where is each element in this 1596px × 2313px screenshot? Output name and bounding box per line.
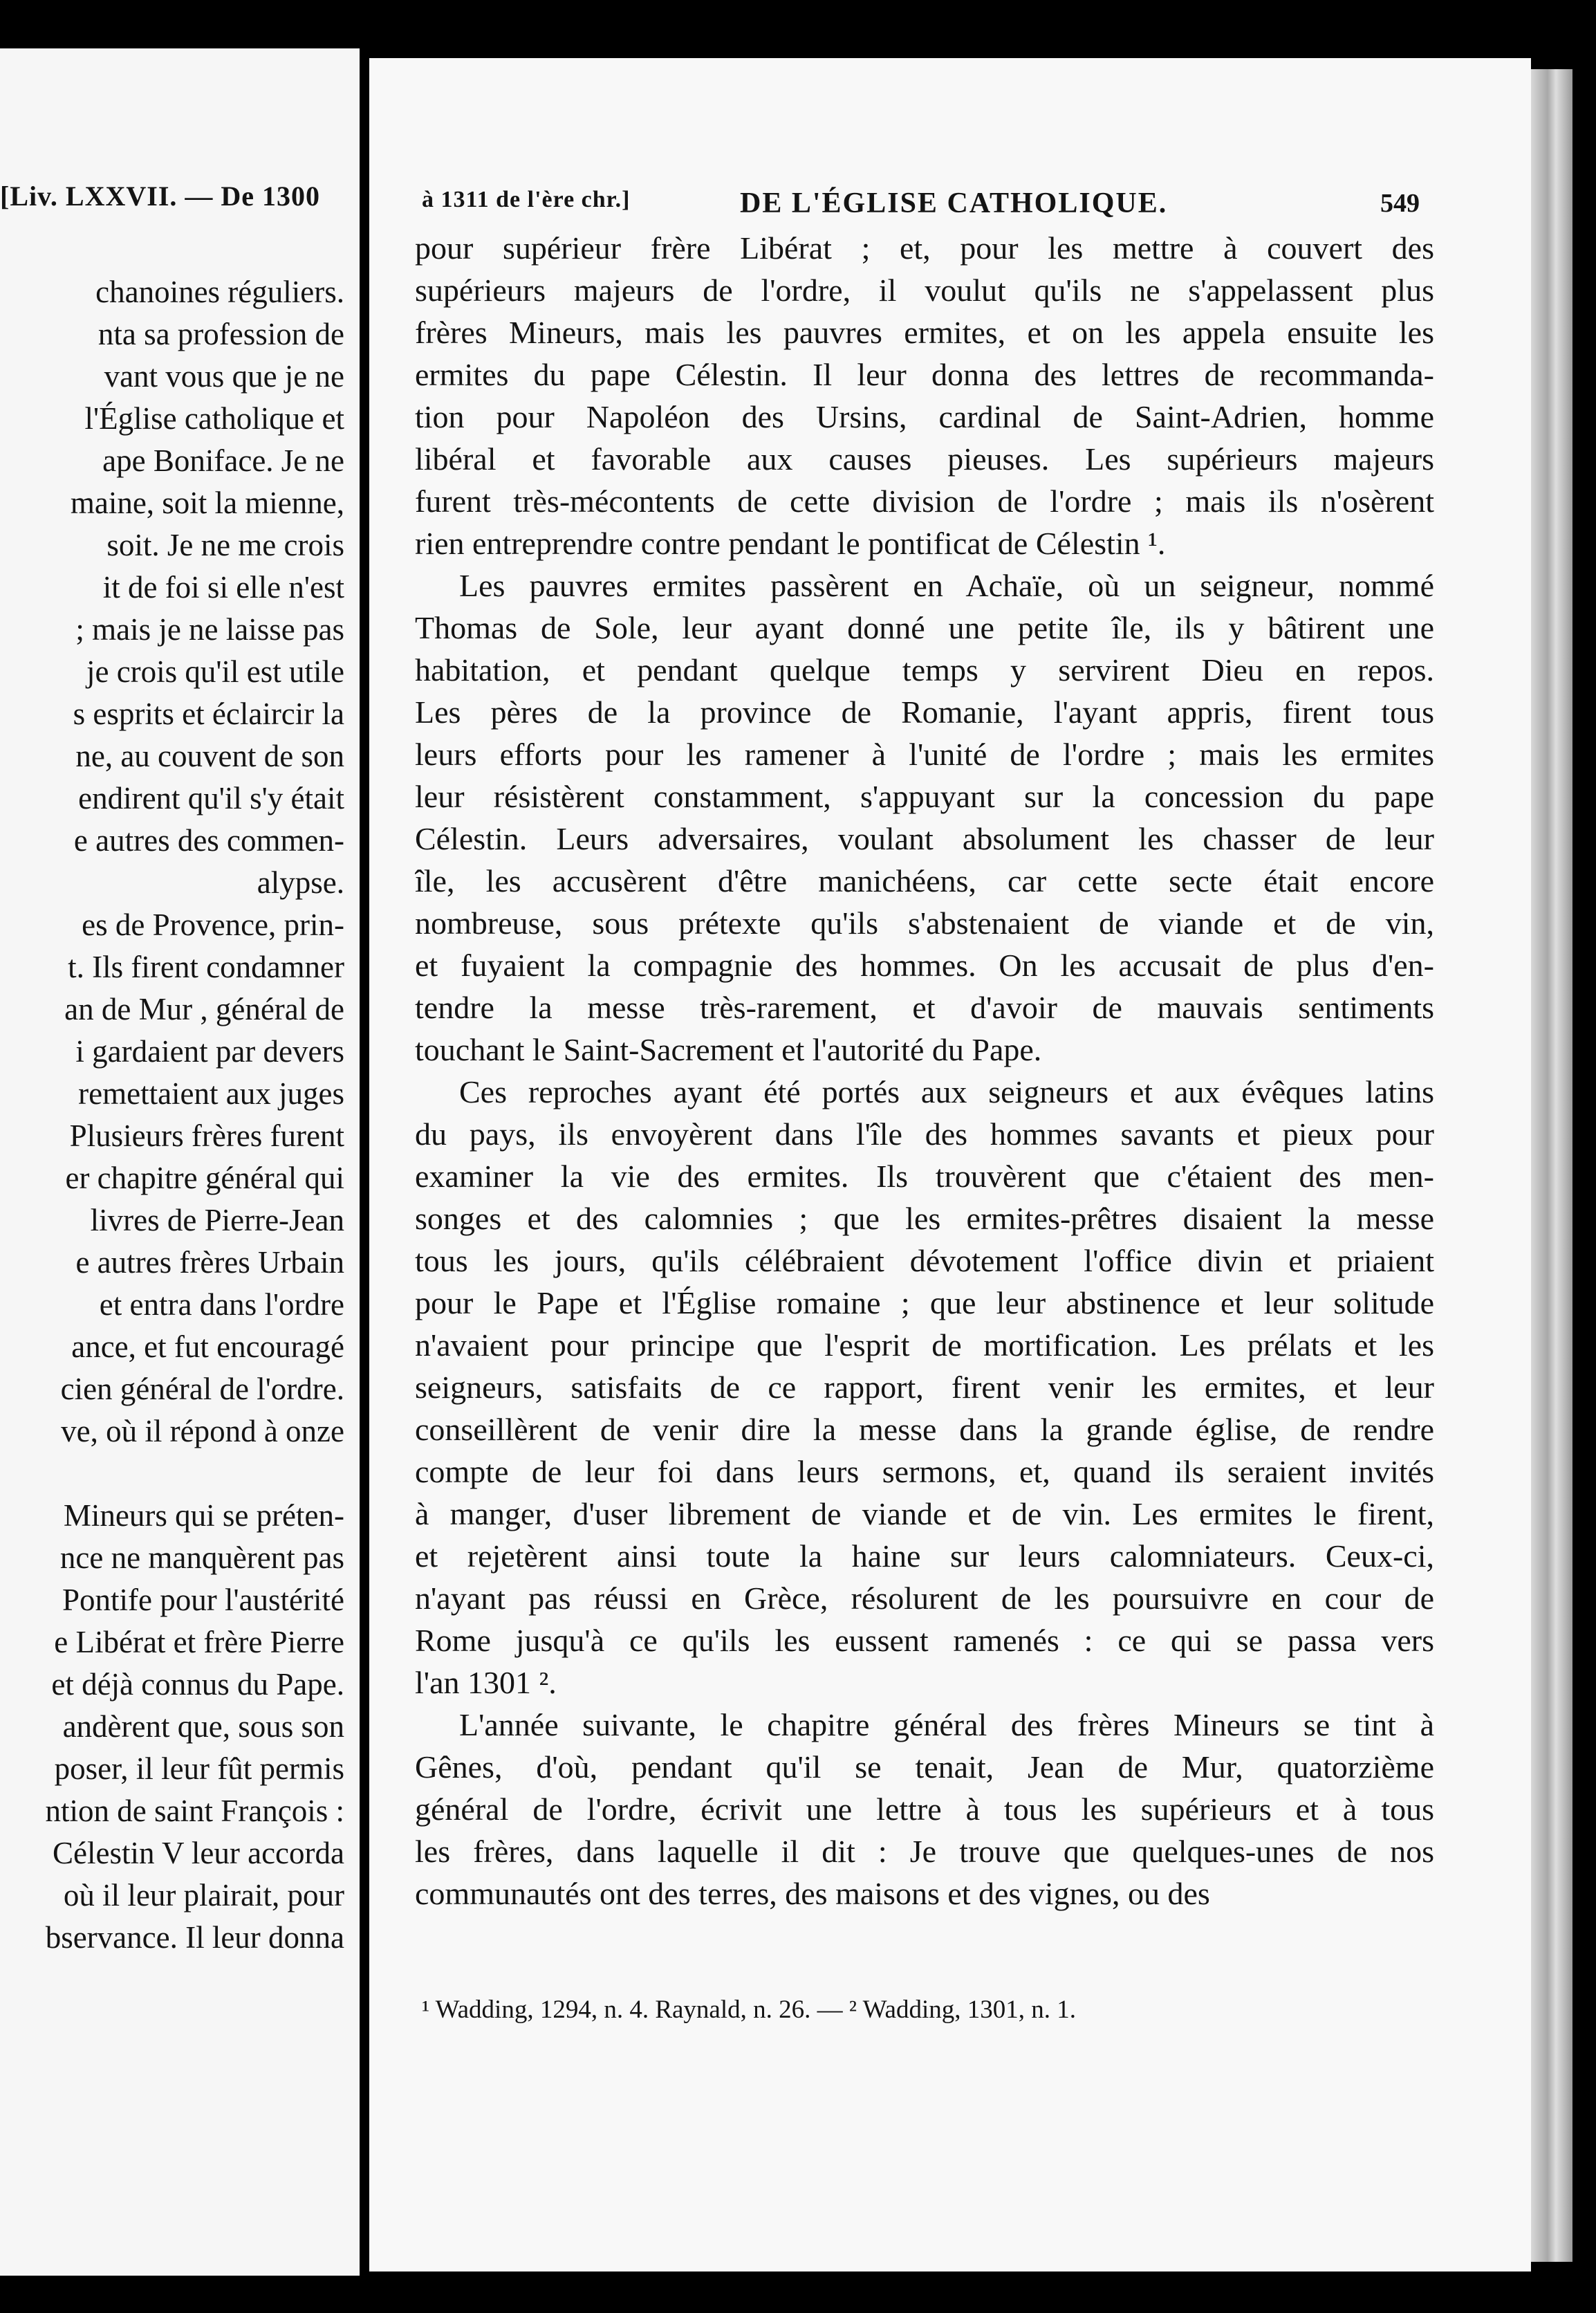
left-text-line: et entra dans l'ordre (99, 1287, 344, 1322)
text-line: l'an 1301 ². (415, 1665, 557, 1700)
left-text-line: e Libérat et frère Pierre (54, 1625, 344, 1659)
text-line: général de l'ordre, écrivit une lettre à tous les supérieurs et à tous (415, 1791, 1434, 1827)
text-line: tous les jours, qu'ils célébraient dévotement l'office divin et priaient (415, 1243, 1434, 1278)
text-line: L'année suivante, le chapitre général des frères Mineurs se tint à (459, 1707, 1434, 1742)
text-line: Les pères de la province de Romanie, l'ayant appris, firent tous (415, 694, 1434, 730)
left-text-line: Plusieurs frères furent (69, 1118, 344, 1153)
left-text-line: alypse. (257, 865, 344, 900)
left-text-line: poser, il leur fût permis (54, 1751, 344, 1786)
text-line: tendre la messe très-rarement, et d'avoir de mauvais sentiments (415, 990, 1434, 1025)
left-text-line: ve, où il répond à onze (61, 1414, 344, 1448)
text-line: nombreuse, sous prétexte qu'ils s'abstenaient de viande et de vin, (415, 905, 1434, 941)
left-text-line: vant vous que je ne (104, 359, 344, 394)
left-text-line: et déjà connus du Pape. (51, 1667, 344, 1702)
text-line: leurs efforts pour les ramener à l'unité de l'ordre ; mais les ermites (415, 737, 1434, 772)
left-text-line: je crois qu'il est utile (86, 654, 344, 689)
text-line: leur résistèrent constamment, s'appuyant sur la concession du pape (415, 779, 1434, 814)
text-line: pour supérieur frère Libérat ; et, pour les mettre à couvert des (415, 230, 1434, 266)
left-text-line: l'Église catholique et (84, 401, 344, 436)
text-line: habitation, et pendant quelque temps y servirent Dieu en repos. (415, 652, 1434, 688)
page-edges (1531, 69, 1572, 2262)
text-line: et rejetèrent ainsi toute la haine sur leurs calomniateurs. Ceux-ci, (415, 1538, 1434, 1574)
left-text-line: it de foi si elle n'est (102, 570, 344, 605)
left-text-line: t. Ils firent condamner (68, 950, 344, 984)
text-line: songes et des calomnies ; que les ermites-prêtres disaient la messe (415, 1201, 1434, 1236)
left-text-line: i gardaient par devers (75, 1034, 344, 1069)
header-title: DE L'ÉGLISE CATHOLIQUE. (740, 187, 1168, 219)
text-line: rien entreprendre contre pendant le pontificat de Célestin ¹. (415, 526, 1166, 561)
text-line: du pays, ils envoyèrent dans l'île des hommes savants et pieux pour (415, 1116, 1434, 1152)
text-line: Rome jusqu'à ce qu'ils les eussent ramenés : ce qui se passa vers (415, 1623, 1434, 1658)
header-date-range: à 1311 de l'ère chr.] (422, 187, 631, 212)
left-text-line: ne, au couvent de son (75, 739, 344, 773)
left-text-line: Pontife pour l'austérité (62, 1583, 344, 1617)
text-line: furent très-mécontents de cette division de l'ordre ; mais ils n'osèrent (415, 483, 1434, 519)
footnotes: ¹ Wadding, 1294, n. 4. Raynald, n. 26. — ² Wadding, 1301, n. 1. (422, 1996, 1076, 2024)
left-text-line: Mineurs qui se préten- (63, 1498, 344, 1533)
left-running-header: [Liv. LXXVII. — De 1300 (0, 181, 321, 212)
left-text-line: er chapitre général qui (65, 1161, 344, 1195)
text-line: examiner la vie des ermites. Ils trouvèrent que c'étaient des men- (415, 1159, 1434, 1194)
text-line: libéral et favorable aux causes pieuses. Les supérieurs majeurs (415, 441, 1434, 477)
left-text-line: ; mais je ne laisse pas (75, 612, 344, 647)
text-line: frères Mineurs, mais les pauvres ermites, et on les appela ensuite les (415, 315, 1434, 350)
text-line: les frères, dans laquelle il dit : Je trouve que quelques-unes de nos (415, 1834, 1434, 1869)
text-line: tion pour Napoléon des Ursins, cardinal de Saint-Adrien, homme (415, 399, 1434, 434)
text-line: Thomas de Sole, leur ayant donné une petite île, ils y bâtirent une (415, 610, 1434, 645)
text-line: conseillèrent de venir dire la messe dans la grande église, de rendre (415, 1412, 1434, 1447)
left-text-line: où il leur plairait, pour (63, 1878, 344, 1913)
left-page (0, 48, 360, 2276)
left-text-line: remettaient aux juges (78, 1076, 344, 1111)
text-line: seigneurs, satisfaits de ce rapport, firent venir les ermites, et leur (415, 1370, 1434, 1405)
text-line: Les pauvres ermites passèrent en Achaïe, où un seigneur, nommé (459, 568, 1434, 603)
text-line: supérieurs majeurs de l'ordre, il voulut qu'ils ne s'appelassent plus (415, 273, 1434, 308)
left-text-line: s esprits et éclaircir la (73, 697, 344, 731)
left-text-line: ance, et fut encouragé (71, 1329, 344, 1364)
text-line: compte de leur foi dans leurs sermons, et, quand ils seraient invités (415, 1454, 1434, 1489)
text-line: Célestin. Leurs adversaires, voulant absolument les chasser de leur (415, 821, 1434, 856)
text-line: touchant le Saint-Sacrement et l'autorité du Pape. (415, 1032, 1042, 1067)
text-line: et fuyaient la compagnie des hommes. On les accusait de plus d'en- (415, 948, 1434, 983)
left-text-line: Célestin V leur accorda (53, 1836, 344, 1870)
left-text-line: livres de Pierre-Jean (90, 1203, 344, 1237)
text-line: Ces reproches ayant été portés aux seigneurs et aux évêques latins (459, 1074, 1434, 1109)
text-line: Gênes, d'où, pendant qu'il se tenait, Jean de Mur, quatorzième (415, 1749, 1434, 1785)
left-text-line: es de Provence, prin- (82, 907, 344, 942)
left-text-line: soit. Je ne me crois (106, 528, 344, 562)
text-line: île, les accusèrent d'être manichéens, car cette secte était encore (415, 863, 1434, 899)
left-text-line: maine, soit la mienne, (70, 486, 344, 520)
text-line: ermites du pape Célestin. Il leur donna des lettres de recommanda- (415, 357, 1434, 392)
left-text-line: andèrent que, sous son (62, 1709, 344, 1744)
left-text-line: nce ne manquèrent pas (59, 1540, 344, 1575)
left-text-line: e autres frères Urbain (75, 1245, 344, 1280)
text-line: pour le Pape et l'Église romaine ; que leur abstinence et leur solitude (415, 1285, 1434, 1320)
text-line: communautés ont des terres, des maisons et des vignes, ou des (415, 1876, 1210, 1911)
book-gutter (360, 0, 369, 2313)
body-text (415, 227, 1434, 1915)
left-text-line: e autres des commen- (73, 823, 344, 858)
running-header (369, 187, 1531, 228)
left-text-line: cien général de l'ordre. (60, 1372, 344, 1406)
left-text-line: an de Mur , général de (64, 992, 344, 1026)
left-text-line: bservance. Il leur donna (45, 1920, 344, 1955)
left-text-line: ape Boniface. Je ne (102, 443, 344, 478)
right-page (369, 58, 1531, 2271)
text-line: n'avaient pour principe que l'esprit de mortification. Les prélats et les (415, 1327, 1434, 1363)
text-line: n'ayant pas réussi en Grèce, résolurent de les poursuivre en cour de (415, 1581, 1434, 1616)
left-text-line: nta sa profession de (98, 317, 344, 351)
page-number: 549 (1380, 189, 1420, 218)
left-text-line: ntion de saint François : (45, 1794, 344, 1828)
left-text-line: chanoines réguliers. (95, 275, 344, 309)
text-line: à manger, d'user librement de viande et de vin. Les ermites le firent, (415, 1496, 1434, 1531)
left-text-line: endirent qu'il s'y était (78, 781, 344, 815)
